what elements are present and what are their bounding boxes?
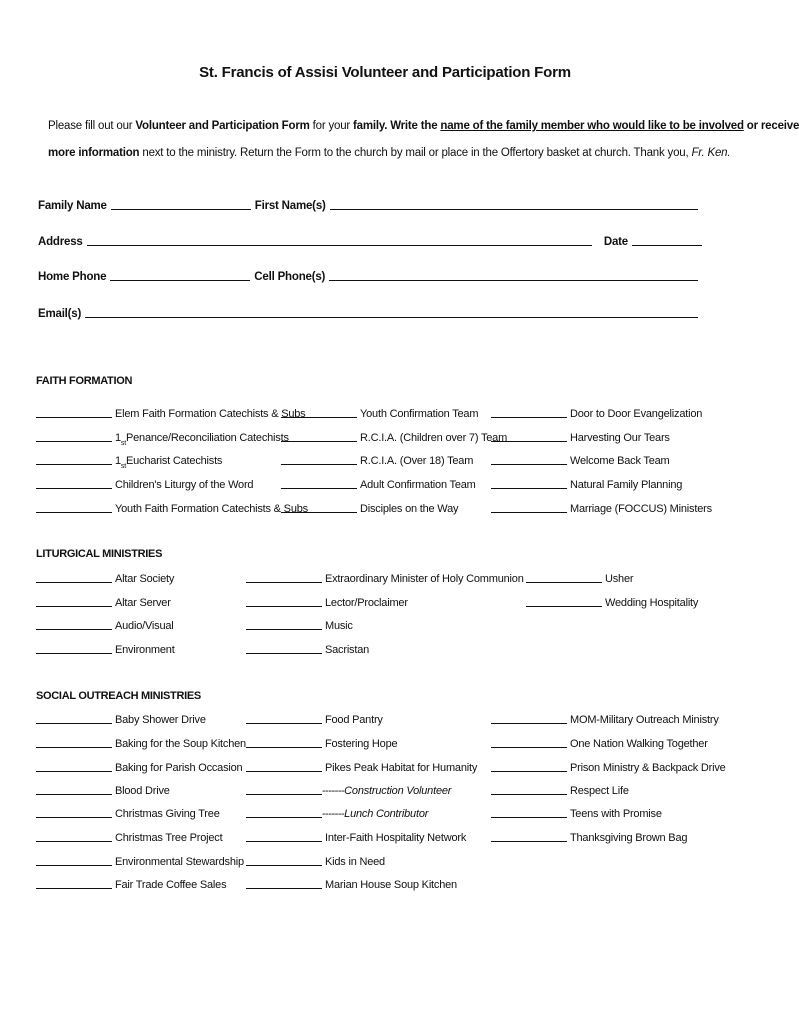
social-item: One Nation Walking Together bbox=[491, 737, 708, 750]
name-blank[interactable] bbox=[36, 502, 112, 513]
intro-text: Please fill out our bbox=[48, 120, 136, 132]
social-item: Christmas Giving Tree bbox=[36, 807, 220, 820]
name-blank[interactable] bbox=[246, 784, 322, 795]
name-blank[interactable] bbox=[246, 807, 322, 818]
name-blank[interactable] bbox=[36, 713, 112, 724]
address-row bbox=[38, 234, 702, 248]
name-blank[interactable] bbox=[36, 454, 112, 465]
name-blank[interactable] bbox=[246, 619, 322, 630]
family-name-field[interactable] bbox=[111, 198, 251, 210]
name-blank[interactable] bbox=[246, 831, 322, 842]
email-row bbox=[38, 306, 702, 320]
faith-item: Children's Liturgy of the Word bbox=[36, 478, 253, 491]
social-item: Respect Life bbox=[491, 784, 629, 797]
name-blank[interactable] bbox=[491, 407, 567, 418]
faith-item: R.C.I.A. (Over 18) Team bbox=[281, 454, 473, 467]
faith-item: Adult Confirmation Team bbox=[281, 478, 476, 491]
name-blank[interactable] bbox=[36, 478, 112, 489]
liturgical-item: Music bbox=[246, 619, 353, 632]
intro-line-1 bbox=[48, 120, 799, 132]
faith-item: Harvesting Our Tears bbox=[491, 431, 670, 444]
name-blank[interactable] bbox=[36, 431, 112, 442]
address-label: Address bbox=[38, 236, 83, 248]
name-blank[interactable] bbox=[246, 713, 322, 724]
address-field[interactable] bbox=[87, 234, 592, 246]
name-blank[interactable] bbox=[246, 761, 322, 772]
name-blank[interactable] bbox=[246, 737, 322, 748]
intro-more-info: more information bbox=[48, 147, 140, 159]
faith-item: Youth Faith Formation Catechists & Subs bbox=[36, 502, 308, 515]
name-blank[interactable] bbox=[36, 643, 112, 654]
social-item: ------- Lunch Contributor bbox=[246, 807, 428, 820]
social-item: Christmas Tree Project bbox=[36, 831, 222, 844]
emails-label: Email(s) bbox=[38, 308, 82, 320]
name-blank[interactable] bbox=[36, 619, 112, 630]
social-item: Baby Shower Drive bbox=[36, 713, 206, 726]
name-blank[interactable] bbox=[491, 807, 567, 818]
family-row bbox=[38, 198, 702, 212]
faith-item: Disciples on the Way bbox=[281, 502, 458, 515]
name-blank[interactable] bbox=[36, 407, 112, 418]
social-item: Kids in Need bbox=[246, 855, 385, 868]
liturgical-item: Environment bbox=[36, 643, 175, 656]
name-blank[interactable] bbox=[246, 596, 322, 607]
name-blank[interactable] bbox=[36, 807, 112, 818]
liturgical-item: Sacristan bbox=[246, 643, 369, 656]
name-blank[interactable] bbox=[36, 855, 112, 866]
home-phone-label: Home Phone bbox=[38, 271, 107, 283]
faith-formation-heading: FAITH FORMATION bbox=[36, 375, 133, 387]
first-names-label: First Name(s) bbox=[254, 200, 326, 212]
name-blank[interactable] bbox=[491, 454, 567, 465]
name-blank[interactable] bbox=[491, 478, 567, 489]
intro-signature: Fr. Ken. bbox=[691, 147, 731, 159]
liturgical-heading: LITURGICAL MINISTRIES bbox=[36, 548, 163, 560]
name-blank[interactable] bbox=[491, 737, 567, 748]
name-blank[interactable] bbox=[491, 784, 567, 795]
faith-item: Door to Door Evangelization bbox=[491, 407, 702, 420]
name-blank[interactable] bbox=[281, 407, 357, 418]
name-blank[interactable] bbox=[36, 831, 112, 842]
faith-item: Natural Family Planning bbox=[491, 478, 682, 491]
intro-write: Write the bbox=[387, 120, 441, 132]
faith-item: 1 st Eucharist Catechists bbox=[36, 454, 222, 467]
date-label: Date bbox=[603, 236, 628, 248]
name-blank[interactable] bbox=[246, 643, 322, 654]
faith-item: R.C.I.A. (Children over 7) Team bbox=[281, 431, 507, 444]
family-name-label: Family Name bbox=[38, 200, 107, 212]
name-blank[interactable] bbox=[281, 478, 357, 489]
name-blank[interactable] bbox=[246, 878, 322, 889]
name-blank[interactable] bbox=[36, 572, 112, 583]
first-names-field[interactable] bbox=[330, 198, 698, 210]
intro-receive: or receive bbox=[743, 120, 799, 132]
faith-item: 1 st Penance/Reconciliation Catechists bbox=[36, 431, 289, 444]
social-item: Baking for Parish Occasion bbox=[36, 761, 242, 774]
name-blank[interactable] bbox=[36, 596, 112, 607]
name-blank[interactable] bbox=[491, 431, 567, 442]
name-blank[interactable] bbox=[246, 572, 322, 583]
intro-line-2 bbox=[48, 147, 731, 159]
name-blank[interactable] bbox=[246, 855, 322, 866]
social-item: Food Pantry bbox=[246, 713, 383, 726]
cell-phones-field[interactable] bbox=[329, 269, 698, 281]
liturgical-item: Lector/Proclaimer bbox=[246, 596, 408, 609]
name-blank[interactable] bbox=[36, 878, 112, 889]
cell-phones-label: Cell Phone(s) bbox=[254, 271, 326, 283]
social-item: Environmental Stewardship bbox=[36, 855, 244, 868]
name-blank[interactable] bbox=[281, 431, 357, 442]
name-blank[interactable] bbox=[281, 454, 357, 465]
social-item: Marian House Soup Kitchen bbox=[246, 878, 457, 891]
date-field[interactable] bbox=[632, 234, 702, 246]
social-item: Prison Ministry & Backpack Drive bbox=[491, 761, 726, 774]
liturgical-item: Audio/Visual bbox=[36, 619, 174, 632]
name-blank[interactable] bbox=[491, 761, 567, 772]
social-item: Blood Drive bbox=[36, 784, 170, 797]
phone-row bbox=[38, 269, 702, 283]
faith-item: Elem Faith Formation Catechists & Subs bbox=[36, 407, 305, 420]
faith-item: Youth Confirmation Team bbox=[281, 407, 478, 420]
intro-text: Return the Form to the church by mail or place in the Offertory basket at church. Thank you, bbox=[237, 147, 692, 159]
liturgical-item: Extraordinary Minister of Holy Communion bbox=[246, 572, 524, 585]
name-blank[interactable] bbox=[526, 572, 602, 583]
emails-field[interactable] bbox=[85, 306, 698, 318]
home-phone-field[interactable] bbox=[110, 269, 250, 281]
name-blank[interactable] bbox=[36, 761, 112, 772]
liturgical-item: Altar Server bbox=[36, 596, 171, 609]
form-title: St. Francis of Assisi Volunteer and Participation Form bbox=[199, 64, 571, 81]
social-item: Fostering Hope bbox=[246, 737, 397, 750]
name-blank[interactable] bbox=[491, 502, 567, 513]
intro-underlined: name of the family member who would like to be involved bbox=[440, 120, 744, 132]
name-blank[interactable] bbox=[281, 502, 357, 513]
faith-item: Welcome Back Team bbox=[491, 454, 670, 467]
liturgical-item: Usher bbox=[526, 572, 633, 585]
social-item: ------- Construction Volunteer bbox=[246, 784, 451, 797]
name-blank[interactable] bbox=[526, 596, 602, 607]
intro-text: for your bbox=[309, 120, 354, 132]
intro-text: next to the ministry. bbox=[139, 147, 238, 159]
faith-item: Marriage (FOCCUS) Ministers bbox=[491, 502, 712, 515]
intro-family: family. bbox=[353, 120, 388, 132]
liturgical-item: Wedding Hospitality bbox=[526, 596, 698, 609]
social-item: Baking for the Soup Kitchen bbox=[36, 737, 246, 750]
liturgical-item: Altar Society bbox=[36, 572, 174, 585]
name-blank[interactable] bbox=[491, 713, 567, 724]
social-outreach-heading: SOCIAL OUTREACH MINISTRIES bbox=[36, 690, 201, 702]
name-blank[interactable] bbox=[36, 737, 112, 748]
name-blank[interactable] bbox=[36, 784, 112, 795]
social-item: MOM-Military Outreach Ministry bbox=[491, 713, 719, 726]
name-blank[interactable] bbox=[491, 831, 567, 842]
social-item: Pikes Peak Habitat for Humanity bbox=[246, 761, 477, 774]
intro-form-name: Volunteer and Participation Form bbox=[135, 120, 310, 132]
social-item: Fair Trade Coffee Sales bbox=[36, 878, 226, 891]
social-item: Inter-Faith Hospitality Network bbox=[246, 831, 466, 844]
social-item: Thanksgiving Brown Bag bbox=[491, 831, 687, 844]
social-item: Teens with Promise bbox=[491, 807, 662, 820]
